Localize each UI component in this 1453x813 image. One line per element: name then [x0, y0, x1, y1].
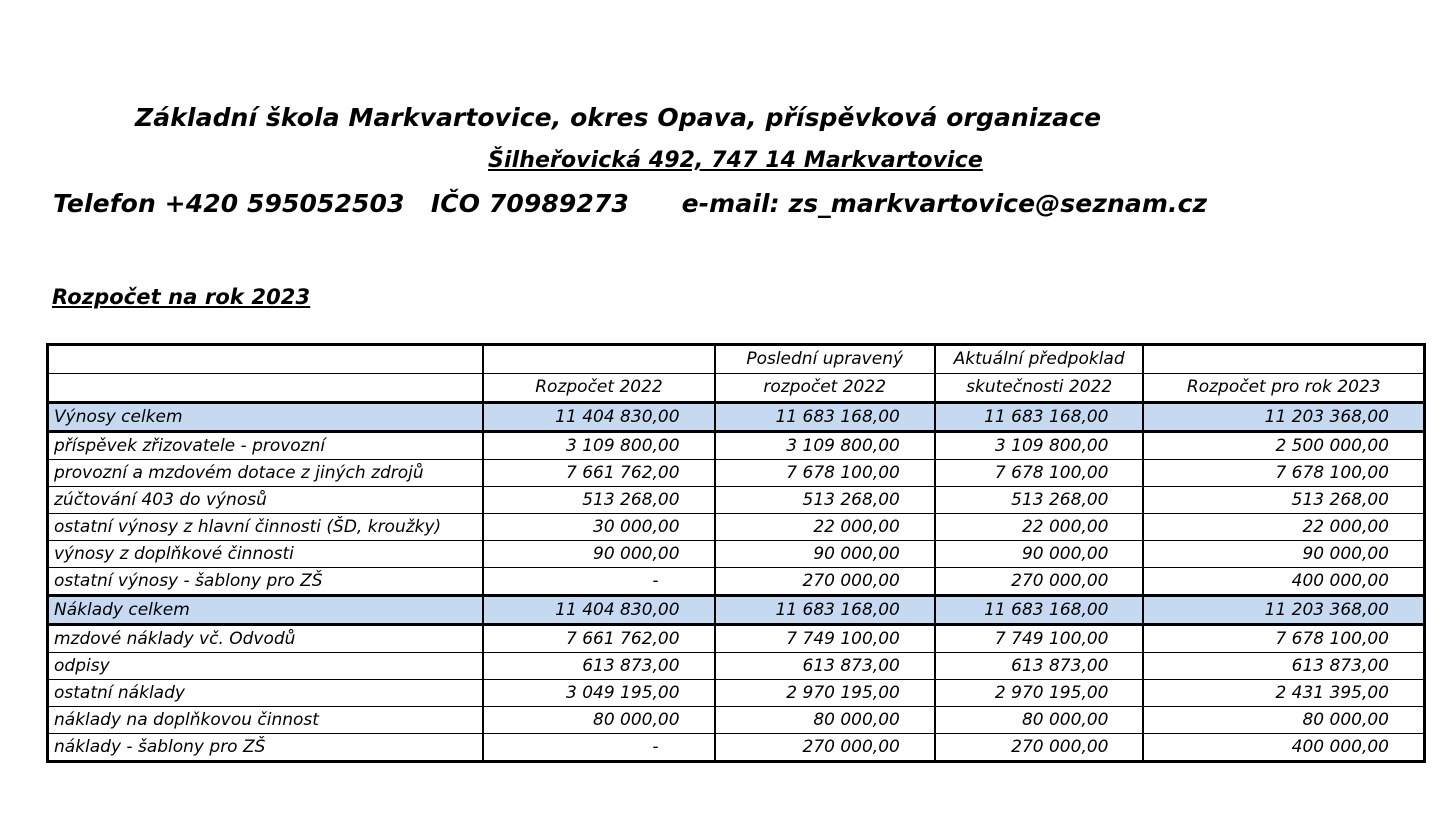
value-cell: 270 000,00	[715, 734, 935, 762]
header-cell	[48, 374, 484, 403]
value-cell: 80 000,00	[483, 707, 714, 734]
value-cell: -	[483, 734, 714, 762]
total-row	[48, 403, 1425, 432]
table-row	[48, 734, 1425, 762]
value-cell: 3 109 800,00	[935, 432, 1144, 460]
table-row	[48, 707, 1425, 734]
value-cell: 80 000,00	[1143, 707, 1424, 734]
row-label: Náklady celkem	[48, 596, 484, 625]
value-cell: 613 873,00	[935, 653, 1144, 680]
row-label: náklady na doplňkovou činnost	[48, 707, 484, 734]
value-cell: 2 431 395,00	[1143, 680, 1424, 707]
value-cell: 513 268,00	[483, 487, 714, 514]
value-cell: 2 970 195,00	[715, 680, 935, 707]
table-row	[48, 432, 1425, 460]
header-cell	[48, 345, 484, 374]
header-cell: rozpočet 2022	[715, 374, 935, 403]
value-cell: 11 683 168,00	[715, 596, 935, 625]
value-cell: 90 000,00	[935, 541, 1144, 568]
value-cell: 513 268,00	[715, 487, 935, 514]
value-cell: 3 109 800,00	[715, 432, 935, 460]
row-label: mzdové náklady vč. Odvodů	[48, 625, 484, 653]
school-address: Šilheřovická 492, 747 14 Markvartovice	[488, 148, 983, 173]
table-row	[48, 541, 1425, 568]
header-row-top	[48, 345, 1425, 374]
row-label: provozní a mzdovém dotace z jiných zdrojů	[48, 460, 484, 487]
row-label: výnosy z doplňkové činnosti	[48, 541, 484, 568]
header-cell: Poslední upravený	[715, 345, 935, 374]
value-cell: 11 404 830,00	[483, 403, 714, 432]
value-cell: 7 749 100,00	[715, 625, 935, 653]
value-cell: 2 500 000,00	[1143, 432, 1424, 460]
value-cell: 270 000,00	[715, 568, 935, 596]
table-row	[48, 487, 1425, 514]
value-cell: 11 203 368,00	[1143, 596, 1424, 625]
header-cell	[483, 345, 714, 374]
value-cell: 613 873,00	[1143, 653, 1424, 680]
value-cell: 400 000,00	[1143, 734, 1424, 762]
value-cell: 513 268,00	[935, 487, 1144, 514]
table-row	[48, 568, 1425, 596]
value-cell: 400 000,00	[1143, 568, 1424, 596]
row-label: ostatní náklady	[48, 680, 484, 707]
header-cell	[1143, 345, 1424, 374]
value-cell: 11 203 368,00	[1143, 403, 1424, 432]
value-cell: 2 970 195,00	[935, 680, 1144, 707]
value-cell: 7 678 100,00	[715, 460, 935, 487]
header-cell: skutečnosti 2022	[935, 374, 1144, 403]
value-cell: 513 268,00	[1143, 487, 1424, 514]
header-cell: Aktuální předpoklad	[935, 345, 1144, 374]
row-label: zúčtování 403 do výnosů	[48, 487, 484, 514]
row-label: náklady - šablony pro ZŠ	[48, 734, 484, 762]
row-label: odpisy	[48, 653, 484, 680]
table-row	[48, 514, 1425, 541]
value-cell: 11 683 168,00	[715, 403, 935, 432]
school-name: Základní škola Markvartovice, okres Opava, příspěvková organizace	[135, 103, 1102, 132]
table-row	[48, 680, 1425, 707]
row-label: Výnosy celkem	[48, 403, 484, 432]
table-row	[48, 625, 1425, 653]
value-cell: 11 683 168,00	[935, 403, 1144, 432]
row-label: příspěvek zřizovatele - provozní	[48, 432, 484, 460]
budget-table	[46, 343, 1426, 763]
value-cell: 7 678 100,00	[935, 460, 1144, 487]
value-cell: -	[483, 568, 714, 596]
value-cell: 613 873,00	[483, 653, 714, 680]
header-row-bottom	[48, 374, 1425, 403]
value-cell: 22 000,00	[935, 514, 1144, 541]
value-cell: 7 661 762,00	[483, 625, 714, 653]
value-cell: 7 678 100,00	[1143, 460, 1424, 487]
table-row	[48, 653, 1425, 680]
total-row	[48, 596, 1425, 625]
budget-title: Rozpočet na rok 2023	[52, 285, 311, 309]
value-cell: 90 000,00	[483, 541, 714, 568]
header-cell: Rozpočet pro rok 2023	[1143, 374, 1424, 403]
contact-line: Telefon +420 595052503 IČO 70989273 e-mail: zs_markvartovice@seznam.cz	[53, 189, 1208, 218]
value-cell: 80 000,00	[715, 707, 935, 734]
value-cell: 30 000,00	[483, 514, 714, 541]
value-cell: 22 000,00	[1143, 514, 1424, 541]
value-cell: 7 661 762,00	[483, 460, 714, 487]
value-cell: 270 000,00	[935, 734, 1144, 762]
value-cell: 3 049 195,00	[483, 680, 714, 707]
row-label: ostatní výnosy - šablony pro ZŠ	[48, 568, 484, 596]
value-cell: 11 404 830,00	[483, 596, 714, 625]
value-cell: 90 000,00	[1143, 541, 1424, 568]
table-row	[48, 460, 1425, 487]
header-cell: Rozpočet 2022	[483, 374, 714, 403]
value-cell: 7 749 100,00	[935, 625, 1144, 653]
value-cell: 11 683 168,00	[935, 596, 1144, 625]
value-cell: 613 873,00	[715, 653, 935, 680]
value-cell: 90 000,00	[715, 541, 935, 568]
value-cell: 270 000,00	[935, 568, 1144, 596]
value-cell: 80 000,00	[935, 707, 1144, 734]
row-label: ostatní výnosy z hlavní činnosti (ŠD, kroužky)	[48, 514, 484, 541]
value-cell: 7 678 100,00	[1143, 625, 1424, 653]
value-cell: 22 000,00	[715, 514, 935, 541]
value-cell: 3 109 800,00	[483, 432, 714, 460]
